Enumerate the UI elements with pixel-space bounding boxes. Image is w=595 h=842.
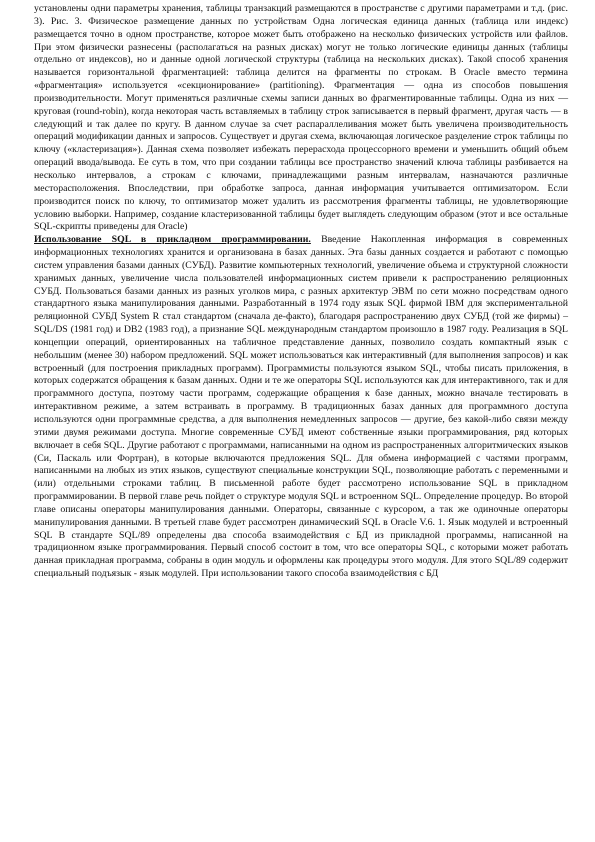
document-page — [34, 3, 568, 581]
section-paragraph — [34, 234, 568, 581]
body-paragraph: Введение Накопленная информация в современных информационных технологиях хранится и организована в базах данных. Эта базы данных создается и работают с помощью систем управления базами данных (СУБД). Развитие компьютерных технологий, увеличение объема и структурной сложности хранимых данных, увеличение числа пользователей информационных систем привели к распространению реляционных СУБД. Пользоваться базами данных из разных уголков мира, с разных архитектур ЭВМ по сети можно посредствам одного стандартного языка манипулирования данными. Разработанный в 1974 году язык SQL фирмой IBM для экспериментальной реляционной СУБД System R стал стандартом (сначала де-факто), благодаря распространению двух СУБД (той же фирмы) – SQL/DS (1981 год) и DB2 (1983 год), а признание SQL международным стандартом произошло в 1987 году. Реализация в SQL концепции операций, ориентированных на табличное представление данных, позволило создать компактный язык с небольшим (менее 30) набором предложений. SQL может использоваться как интерактивный (для выполнения запросов) и как встроенный (для построения прикладных программ). Программисты пользуются языком SQL, чтобы писать приложения, в которых содержатся обращения к базам данных. Одни и те же операторы SQL используются как для интерактивного, так и для программного доступа, поэтому части программ, содержащие обращения к базе данных, можно вначале тестировать в интерактивном режиме, а затем встраивать в программу. В традиционных базах данных для программного доступа используются одни программные средства, а для выполнения немедленных запросов — другие, без какой-либо связи между этими двумя режимами доступа. Многие современные СУБД имеют собственные языки программирования, ряд которых включает в себя SQL. Другие работают с программами, написанными на одном из распространенных алгоритмических языков (Си, Паскаль или Фортран), в которые включаются предложения SQL. Для обмена информацией с частями программ, написанными на любых из этих языков, существуют специальные конструкции SQL, позволяющие работать с переменными и (или) отдельными строками таблиц. В письменной работе будет рассмотрено использование SQL в прикладном программировании. В первой главе речь пойдет о структуре модуля SQL и встроенном SQL. Определение процедур. Во второй главе описаны операторы манипулирования данными. Операторы, связанные с курсором, а так же одиночные операторы манипулирования данными. В третьей главе будет рассмотрен динамический SQL в Oracle V.6. 1. Язык модулей и встроенный SQL В стандарте SQL/89 определены два способа взаимодействия с БД из прикладной программы, написанной на традиционном языке программирования. Первый способ состоит в том, что все операторы SQL, с которыми может работать данная прикладная программа, собраны в один модуль и оформлены как процедуры этого модуля. Для этого SQL/89 содержит специальный подъязык - язык модулей. При использовании такого способа взаимодействия с БД — [34, 234, 569, 580]
section-heading: Использование SQL в прикладном программировании. — [34, 234, 311, 246]
body-paragraph: установлены одни параметры хранения, таблицы транзакций размещаются в пространстве с другими параметрами и т.д. (рис. 3). Рис. 3. Физическое размещение данных по устройствам Одна логическая единица данных (таблица или индекс) размещается точно в одном пространстве, которое может быть отображено на несколько физических устройств или файлов. При этом физически разнесены (располагаться на разных дисках) могут не только логические единицы данных (таблицы отдельно от индексов), но и данные одной логической структуры (таблица на нескольких дисках). Такой способ хранения называется горизонтальной фрагментацией: таблица делится на фрагменты по строкам. В Oracle вместо термина «фрагментация» используется «секционирование» (partitioning). Фрагментация — одна из способов повышения производительности. Могут применяться различные схемы записи данных во фрагментированные таблицы. Одна из них — круговая (round-robin), когда некоторая часть вставляемых в таблицу строк записывается в первый фрагмент, другая часть — в следующий и так далее по кругу. В данном случае за счет распараллеливания может быть увеличена производительность операций модификации данных и запросов. Существует и другая схема, включающая логическое разделение строк таблицы по ключу («кластеризация»). Данная схема позволяет избежать перерасхода процессорного времени и уменьшить общий объем операций ввода/вывода. Ее суть в том, что при создании таблицы все пространство значений ключа таблицы разбивается на несколько интервалов, а строкам с ключами, принадлежащими разным интервалам, назначаются различные месторасположения. Впоследствии, при обработке запроса, данная информация учитывается оптимизатором. Если производится поиск по ключу, то оптимизатор может удалить из рассмотрения фрагменты таблицы, не удовлетворяющие условию выборки. Например, создание кластеризованной таблицы будет выглядеть следующим образом (этот и все остальные SQL-скрипты приведены для Oracle) — [34, 3, 568, 233]
